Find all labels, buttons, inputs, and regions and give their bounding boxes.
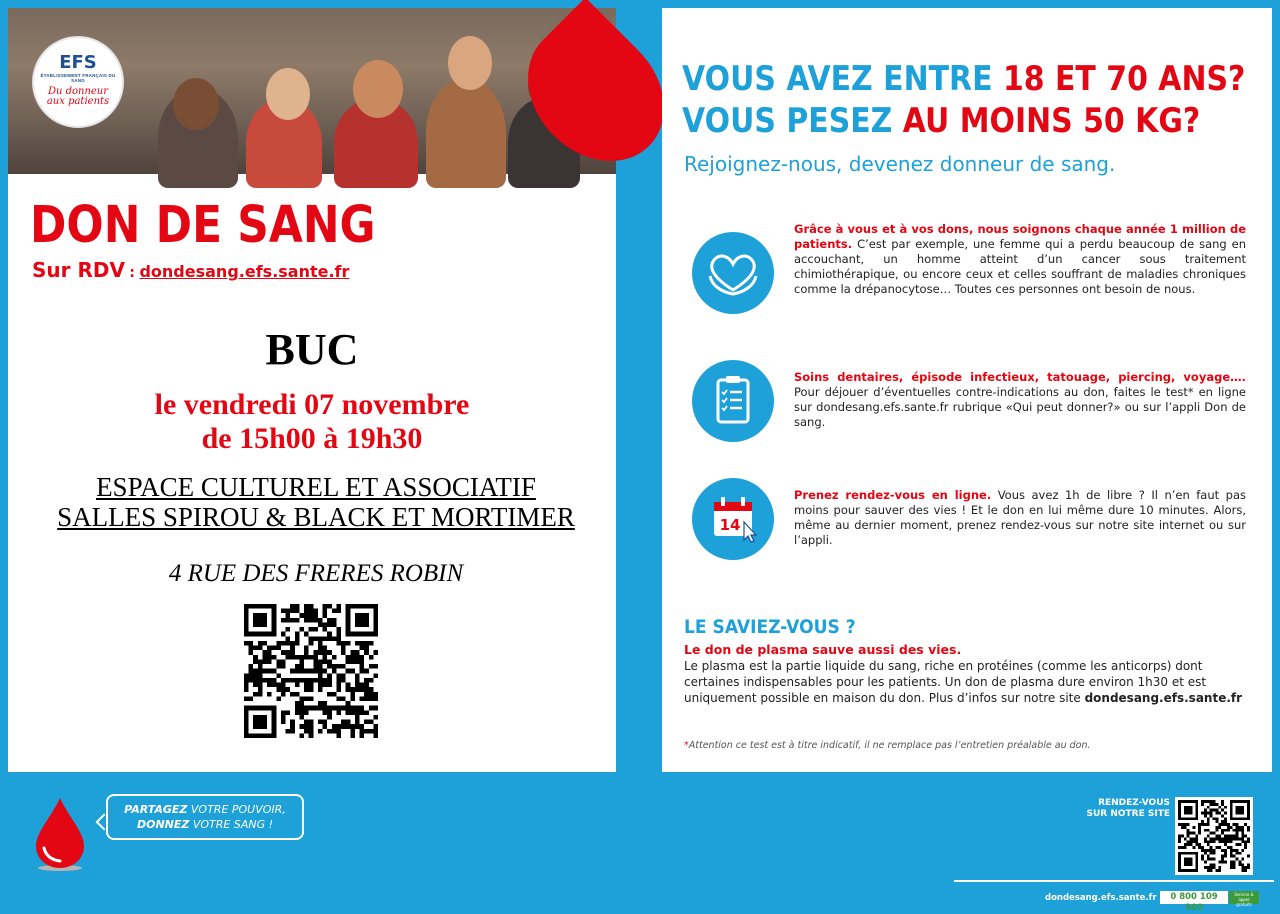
heart-hands-icon	[692, 232, 774, 314]
footer-phone[interactable]: 0 800 109 900	[1160, 891, 1228, 904]
info-block-patients-bold: Grâce à vous et à vos dons, nous soignons chaque année 1 million de patients.	[794, 222, 1246, 251]
venue-line-2: SALLES SPIROU & BLACK ET MORTIMER	[57, 502, 575, 532]
rdv-site-line-1: RENDEZ-VOUS	[1098, 798, 1170, 808]
efs-acronym: EFS	[59, 52, 97, 73]
calendar-icon	[692, 478, 774, 560]
qr-code-left[interactable]	[244, 604, 378, 738]
rdv-line	[32, 258, 349, 282]
test-disclaimer	[684, 740, 1091, 751]
slogan-bold-2: DONNEZ	[136, 818, 190, 831]
rdv-site-line-2: SUR NOTRE SITE	[1086, 809, 1170, 819]
slogan-bold-1: PARTAGEZ	[124, 803, 188, 816]
info-block-patients-body: C’est par exemple, une femme qui a perdu beaucoup de sang en accouchant, un homme atteint d’un cancer sous traitement chimiothérapique, ou encore ceux et celles souffrant de maladies chroniques comme la drépanocytose… Toutes ces personnes ont besoin de nous.	[794, 237, 1246, 296]
plasma-paragraph	[684, 658, 1244, 706]
join-subheadline: Rejoignez-nous, devenez donneur de sang.	[684, 152, 1116, 176]
info-block-contraindications-body: Pour déjouer d’éventuelles contre-indications au don, faites le test* en ligne sur dondesang.efs.sante.fr rubrique «Qui peut donner?» ou sur l’appli Don de sang.	[794, 385, 1246, 429]
footer-divider	[954, 880, 1274, 882]
info-block-appointment-bold: Prenez rendez-vous en ligne.	[794, 488, 992, 502]
info-block-patients-text	[794, 222, 1246, 297]
person-4	[426, 78, 506, 188]
right-panel	[662, 8, 1272, 772]
slogan-text-1: VOTRE POUVOIR,	[187, 803, 286, 816]
footer-url[interactable]: dondesang.efs.sante.fr	[1045, 893, 1157, 903]
saviez-vous-title: LE SAVIEZ-VOUS ?	[684, 616, 856, 638]
event-day: le vendredi 07 novembre	[154, 388, 470, 421]
disclaimer-text: Attention ce test est à titre indicatif, il ne remplace pas l’entretien préalable au don.	[688, 740, 1091, 751]
eligibility-headline	[682, 58, 1245, 142]
headline-weight-value: AU MOINS 50 KG?	[902, 101, 1201, 141]
headline-age-value: 18 ET 70 ANS?	[1002, 59, 1246, 99]
blood-drop-icon	[30, 796, 90, 872]
info-block-contraindications-text	[794, 370, 1246, 430]
plasma-body: Le plasma est la partie liquide du sang, riche en protéines (comme les anticorps) dont certaines indispensables pour les patients. Un don de plasma dure environ 1h30 et est uniquement possible en maison du don. Plus d’infos sur notre site	[684, 659, 1207, 705]
footer-service-badge	[1229, 891, 1259, 907]
rdv-site-label	[1060, 798, 1170, 820]
plasma-title: Le don de plasma sauve aussi des vies.	[684, 642, 962, 657]
venue-line-1: ESPACE CULTUREL ET ASSOCIATIF	[96, 472, 536, 502]
info-block-appointment-text	[794, 488, 1246, 548]
info-block-contraindications-bold: Soins dentaires, épisode infectieux, tatouage, piercing, voyage….	[794, 370, 1246, 384]
disclaimer-asterisk: *	[684, 740, 689, 751]
person-2-head	[266, 68, 310, 120]
plasma-link[interactable]: dondesang.efs.sante.fr	[1084, 691, 1243, 705]
efs-tagline-1: Du donneur	[47, 86, 109, 97]
headline-weight-label: VOUS PESEZ	[682, 101, 903, 141]
efs-tagline-2: aux patients	[46, 96, 110, 107]
clipboard-checklist-icon	[692, 360, 774, 442]
slogan-bubble	[106, 794, 304, 840]
don-de-sang-title: DON DE SANG	[30, 196, 376, 255]
calendar-day-number: 14	[719, 516, 741, 534]
rdv-separator: :	[129, 265, 136, 281]
rdv-link[interactable]: dondesang.efs.sante.fr	[139, 262, 350, 281]
qr-code-right-frame[interactable]	[1175, 797, 1253, 875]
slogan-text-2: VOTRE SANG !	[189, 818, 274, 831]
event-date	[8, 388, 616, 456]
efs-logo	[32, 36, 124, 128]
rdv-label: Sur RDV	[32, 258, 125, 282]
efs-org-name: ÉTABLISSEMENT FRANÇAIS DU SANG	[40, 73, 116, 83]
event-address: 4 RUE DES FRERES ROBIN	[168, 560, 464, 587]
event-venue	[8, 472, 624, 532]
person-3-head	[353, 60, 403, 118]
person-1-head	[173, 78, 219, 130]
headline-age-label: VOUS AVEZ ENTRE	[682, 59, 1003, 99]
qr-code-right[interactable]	[1178, 800, 1250, 872]
left-panel	[8, 8, 616, 772]
event-hours: de 15h00 à 19h30	[201, 422, 423, 455]
city-name: BUC	[265, 325, 359, 374]
donors-photo	[8, 8, 616, 174]
info-block-appointment-body: Vous avez 1h de libre ? Il n’en faut pas moins pour sauver des vies ! Et le don en lui même dure 10 minutes. Alors, même au dernier moment, prenez rendez-vous sur notre site internet ou sur l’appli.	[794, 488, 1246, 547]
person-4-head	[448, 36, 492, 90]
service-line-2: gratuits	[1236, 902, 1252, 907]
service-line-1: Service & appel	[1234, 892, 1254, 902]
